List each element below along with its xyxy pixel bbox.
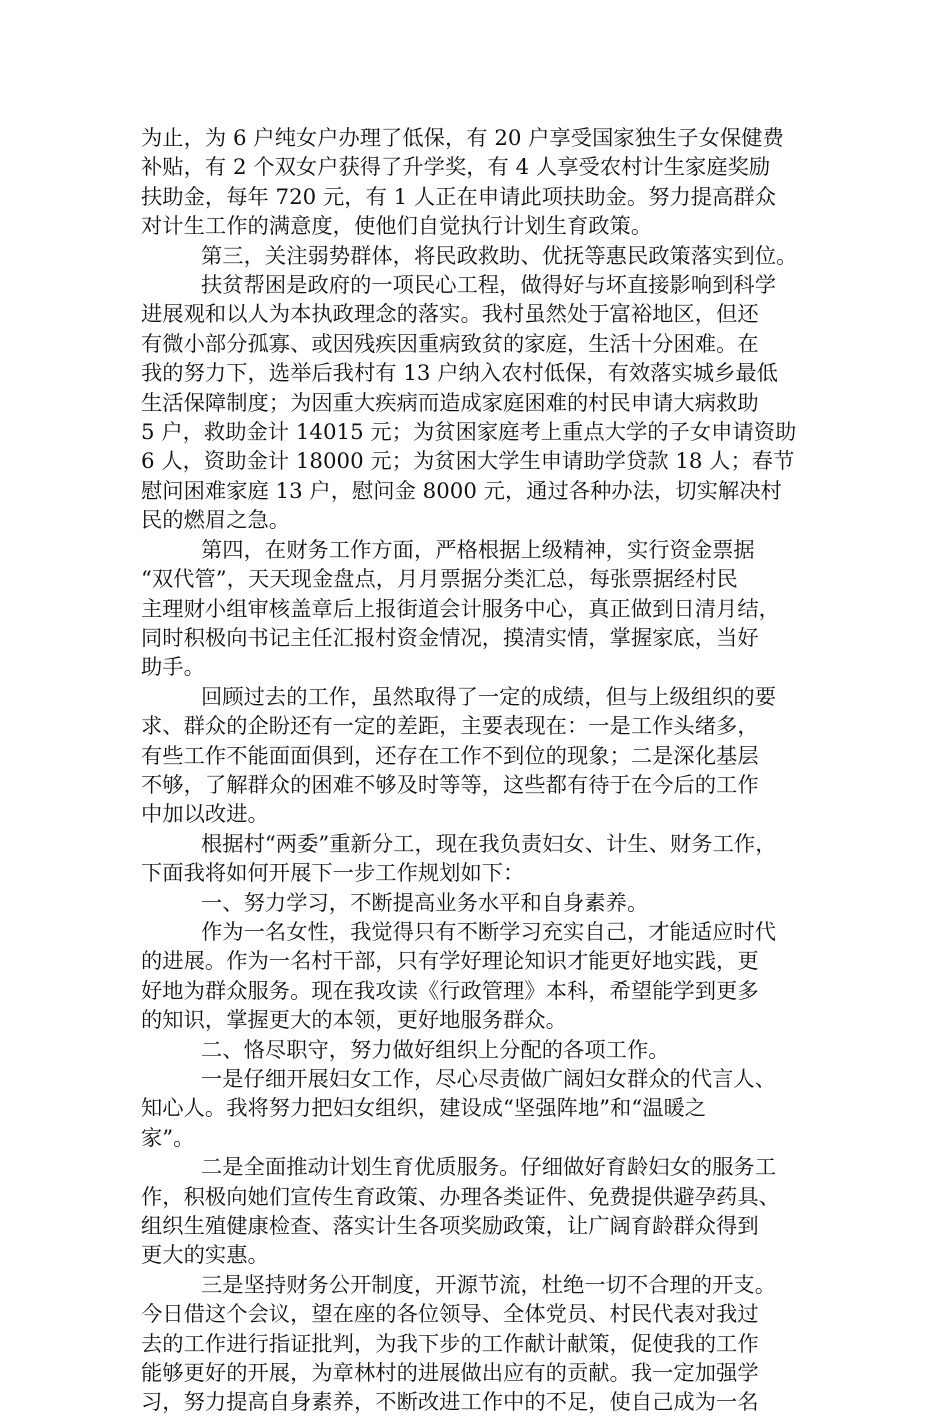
text-line: 对计生工作的满意度，使他们自觉执行计划生育政策。: [141, 214, 653, 240]
text-line: 助手。: [141, 655, 205, 681]
text-line: 慰问困难家庭 13 户，慰问金 8000 元，通过各种办法，切实解决村: [141, 478, 782, 504]
text-line: 扶贫帮困是政府的一项民心工程，做得好与坏直接影响到科学: [201, 273, 777, 299]
text-line: 生活保障制度；为因重大疾病而造成家庭困难的村民申请大病救助: [141, 390, 759, 416]
text-line: “双代管”，天天现金盘点，月月票据分类汇总，每张票据经村民: [141, 567, 738, 593]
text-line: 二是全面推动计划生育优质服务。仔细做好育龄妇女的服务工: [201, 1155, 777, 1181]
text-line: 为止，为 6 户纯女户办理了低保，有 20 户享受国家独生子女保健费: [141, 126, 784, 151]
text-line: 不够，了解群众的困难不够及时等等，这些都有待于在今后的工作: [141, 772, 759, 798]
document-body: [141, 124, 821, 1418]
text-line: 二、恪尽职守，努力做好组织上分配的各项工作。: [201, 1037, 670, 1063]
text-line: 中加以改进。: [141, 802, 269, 828]
text-line: 去的工作进行指证批判，为我下步的工作献计献策，促使我的工作: [141, 1331, 759, 1357]
text-line: 民的燃眉之急。: [141, 508, 291, 534]
paragraph-13: [141, 1300, 821, 1418]
text-line: 三是坚持财务公开制度，开源节流，杜绝一切不合理的开支。: [201, 1272, 777, 1298]
text-line: 求、群众的企盼还有一定的差距，主要表现在：一是工作头绪多，: [141, 714, 759, 740]
text-line: 作为一名女性，我觉得只有不断学习充实自己，才能适应时代: [201, 919, 777, 945]
text-line: 能够更好的开展，为章林村的进展做出应有的贡献。我一定加强学: [141, 1361, 759, 1387]
text-line: 今日借这个会议，望在座的各位领导、全体党员、村民代表对我过: [141, 1302, 759, 1328]
text-line: 同时积极向书记主任汇报村资金情况，摸清实情，掌握家底，当好: [141, 625, 759, 651]
text-line: 根据村“两委”重新分工，现在我负责妇女、计生、财务工作，: [201, 831, 777, 857]
paragraph-7: [141, 889, 821, 918]
text-line: 知心人。我将努力把妇女组织，建设成“坚强阵地”和“温暖之: [141, 1096, 707, 1122]
paragraph-2: [141, 242, 821, 271]
text-line: 一是仔细开展妇女工作，尽心尽责做广阔妇女群众的代言人、: [201, 1067, 777, 1092]
text-line: 回顾过去的工作，虽然取得了一定的成绩，但与上级组织的要: [201, 684, 777, 710]
paragraph-1: [141, 124, 821, 242]
text-line: 组织生殖健康检查、落实计生各项奖励政策，让广阔育龄群众得到: [141, 1214, 759, 1240]
text-line: 的进展。作为一名村干部，只有学好理论知识才能更好地实践，更: [141, 949, 759, 975]
text-line: 第四，在财务工作方面，严格根据上级精神，实行资金票据: [201, 537, 755, 563]
text-line: 一、努力学习，不断提高业务水平和自身素养。: [201, 890, 649, 916]
paragraph-5: [141, 683, 821, 830]
text-line: 好地为群众服务。现在我攻读《行政管理》本科，希望能学到更多: [141, 978, 759, 1004]
text-line: 5 户，救助金计 14015 元；为贫困家庭考上重点大学的子女申请资助: [141, 420, 797, 446]
text-line: 主理财小组审核盖章后上报街道会计服务中心，真正做到日清月结，: [141, 596, 780, 622]
paragraph-4: [141, 536, 821, 683]
text-line: 有些工作不能面面俱到，还存在工作不到位的现象；二是深化基层: [141, 743, 759, 769]
paragraph-6: [141, 830, 821, 889]
text-line: 更大的实惠。: [141, 1243, 269, 1269]
text-line: 扶助金，每年 720 元，有 1 人正在申请此项扶助金。努力提高群众: [141, 184, 776, 210]
text-line: 我的努力下，选举后我村有 13 户纳入农村低保，有效落实城乡最低: [141, 361, 778, 387]
text-line: 的知识，掌握更大的本领，更好地服务群众。: [141, 1008, 567, 1034]
text-line: 作，积极向她们宣传生育政策、办理各类证件、免费提供避孕药具、: [141, 1184, 780, 1210]
text-line: 进展观和以人为本执政理念的落实。我村虽然处于富裕地区，但还: [141, 302, 759, 328]
text-line: 家”。: [141, 1125, 195, 1151]
text-line: 6 人，资助金计 18000 元；为贫困大学生申请助学贷款 18 人；春节: [141, 449, 795, 475]
paragraph-10: [141, 1065, 821, 1153]
text-line: 第三，关注弱势群体，将民政救助、优抚等惠民政策落实到位。: [201, 243, 798, 269]
paragraph-8: [141, 918, 821, 1036]
text-line: 下面我将如何开展下一步工作规划如下：: [141, 861, 525, 887]
paragraph-11: [141, 1153, 821, 1271]
paragraph-12: [141, 1271, 821, 1300]
text-line: 补贴，有 2 个双女户获得了升学奖，有 4 人享受农村计生家庭奖励: [141, 155, 771, 181]
paragraph-9: [141, 1036, 821, 1065]
text-line: 有微小部分孤寡、或因残疾因重病致贫的家庭，生活十分困难。在: [141, 331, 759, 357]
text-line: 习，努力提高自身素养，不断改进工作中的不足，使自己成为一名: [141, 1390, 759, 1416]
paragraph-3: [141, 271, 821, 536]
